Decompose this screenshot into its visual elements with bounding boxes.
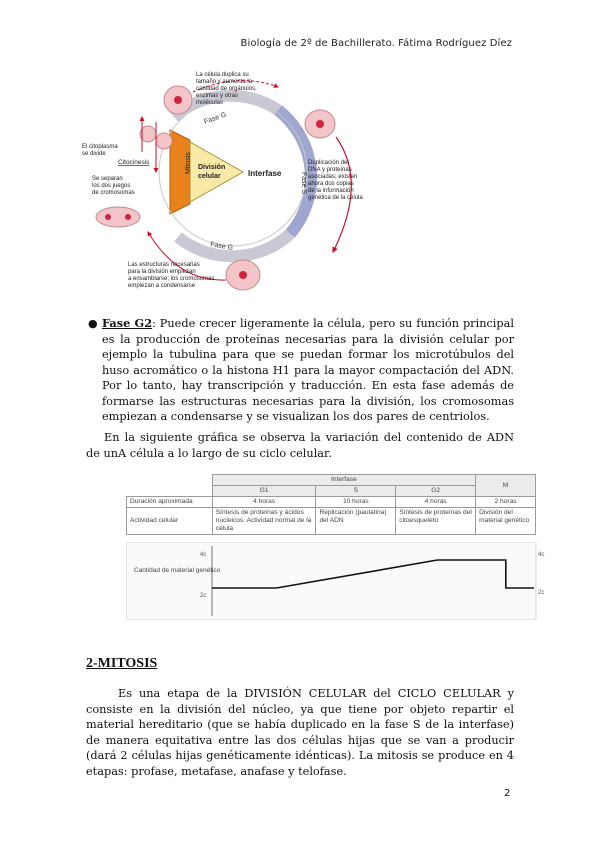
svg-text:Cantidad de material genético [134,567,221,574]
table-cell: Replicación (paulatina) del ADN [316,508,396,535]
phase-g2-arc [178,234,290,256]
svg-text:Las estructuras necesarias [128,262,216,289]
g2-bullet [88,316,514,425]
table-m-header: M [476,475,536,497]
graph-frame [126,542,536,620]
note-top-5: moléculas [196,100,224,106]
phase-g1-label: Fase G [203,111,228,126]
note-bottom-2: para la división empiezan [128,269,196,275]
table-cell: 4 horas [212,497,316,508]
table-cell: 2 horas [476,497,536,508]
note-left-top-1: El citoplasma [82,144,118,150]
division-wedge [190,142,243,202]
cell-cycle-figure [78,62,398,310]
cell-right [305,110,335,138]
svg-text:Se separan los dos juegos [92,176,135,196]
citocinesis-label: Citocinesis [118,159,150,166]
table-cell: Síntesis de proteínas del citoesqueleto [396,508,476,535]
table-g1-header: G1 [212,486,316,497]
dna-phase-table [126,474,536,535]
phase-g2-label: Fase G [209,241,234,252]
division-label-1: División [198,164,226,171]
note-left-top-2: se divide [82,151,106,157]
table-g2-header: G2 [396,486,476,497]
page-number: 2 [504,788,511,799]
table-cell: Síntesis de proteínas y ácidos nucleicos. Actividad normal de la célula [212,508,316,535]
cell-top-left [164,86,192,114]
note-left-bottom-3: de cromosomas [92,190,135,196]
note-bottom-1: Las estructuras necesarias [128,262,200,268]
cell-dividing [96,207,140,227]
note-right-2: DNA y proteínas [308,167,352,173]
note-right-5: de la información [308,188,354,194]
graph-ylabel: Cantidad de material genético [134,567,221,574]
right-tick-4c: 4c [538,552,545,558]
svg-text:El citoplasma se divide [82,144,119,157]
y-tick-2c: 2c [200,593,207,599]
note-top-1: La célula duplica su [196,72,249,78]
bullet-dot: ● [88,317,98,330]
mitosis-paragraph: Es una etapa de la DIVISIÓN CELULAR del CICLO CELULAR y consiste en la división del núcleo, ya que tiene por objeto repartir el material hereditario (que se había duplicado en la fase S de la interfase) de manera equitativa entre las dos células hijas que se van a producir (dará 2 células hijas genéticamente idénticas). La mitosis se produce en 4 etapas: profase, metafase, anafase y telofase. [86,687,514,778]
table-cell: 4 horas [396,497,476,508]
svg-text:División [198,164,225,171]
phase-s-label: Fase S [300,172,307,195]
interfase-label: Interfase [248,169,282,178]
note-top-3: cantidad de orgánulos, [196,86,257,92]
table-row2-label: Actividad celular [127,508,213,535]
note-right-4: ahora dos copias [308,181,354,187]
graph-intro-paragraph: En la siguiente gráfica se observa la variación del contenido de ADN de unA célula a lo largo de su ciclo celular. [86,431,514,460]
svg-text:Duplicación del DNA y prot [308,160,363,201]
g2-text: : Puede crecer ligeramente la célula, pero su función principal es la producción de proteínas necesarias para la división celular por ejemplo la tubulina para que se puedan formar los microtúbulos del huso acromático o la histona H1 para la mayor compactación del ADN. Por lo tanto, hay transcripción y traducción. En esta fase además de formarse las estructuras necesarias para la división, los cromosomas empiezan a condensarse y se visualizan los dos pares de centriolos. [102,317,514,423]
y-tick-4c: 4c [200,552,207,558]
note-top-2: tamaño y aumenta la [196,79,253,85]
table-s-header: S [316,486,396,497]
table-cell: División del material genético [476,508,536,535]
right-tick-2c: 2c [538,590,545,596]
note-right-1: Duplicación del [308,160,349,166]
table-row1-label: Duración aproximada [127,497,213,508]
cell-bottom [226,260,260,290]
note-right-3: asociadas; existen [308,174,358,180]
svg-text:celular [198,173,221,180]
dna-content-graph [126,542,546,620]
note-left-bottom-1: Se separan [92,176,123,182]
mitosis-label: Mitosis [185,152,192,174]
g2-term: Fase G2 [102,316,153,330]
note-bottom-4: empiezan a condensarse [128,283,196,289]
section-title: 2-MITOSIS [86,656,158,671]
table-cell: 10 horas [316,497,396,508]
division-label-2: celular [198,173,221,180]
note-bottom-3: a ensamblarse; los cromosomas [128,276,215,282]
page-header: Biología de 2º de Bachillerato. Fátima Rodríguez Díez [240,38,512,49]
note-right-6: genética de la célula [308,195,363,201]
note-top-4: enzimas y otras [196,93,239,99]
table-interfase-header: Interfase [212,475,475,486]
note-left-bottom-2: los dos juegos [92,183,131,189]
